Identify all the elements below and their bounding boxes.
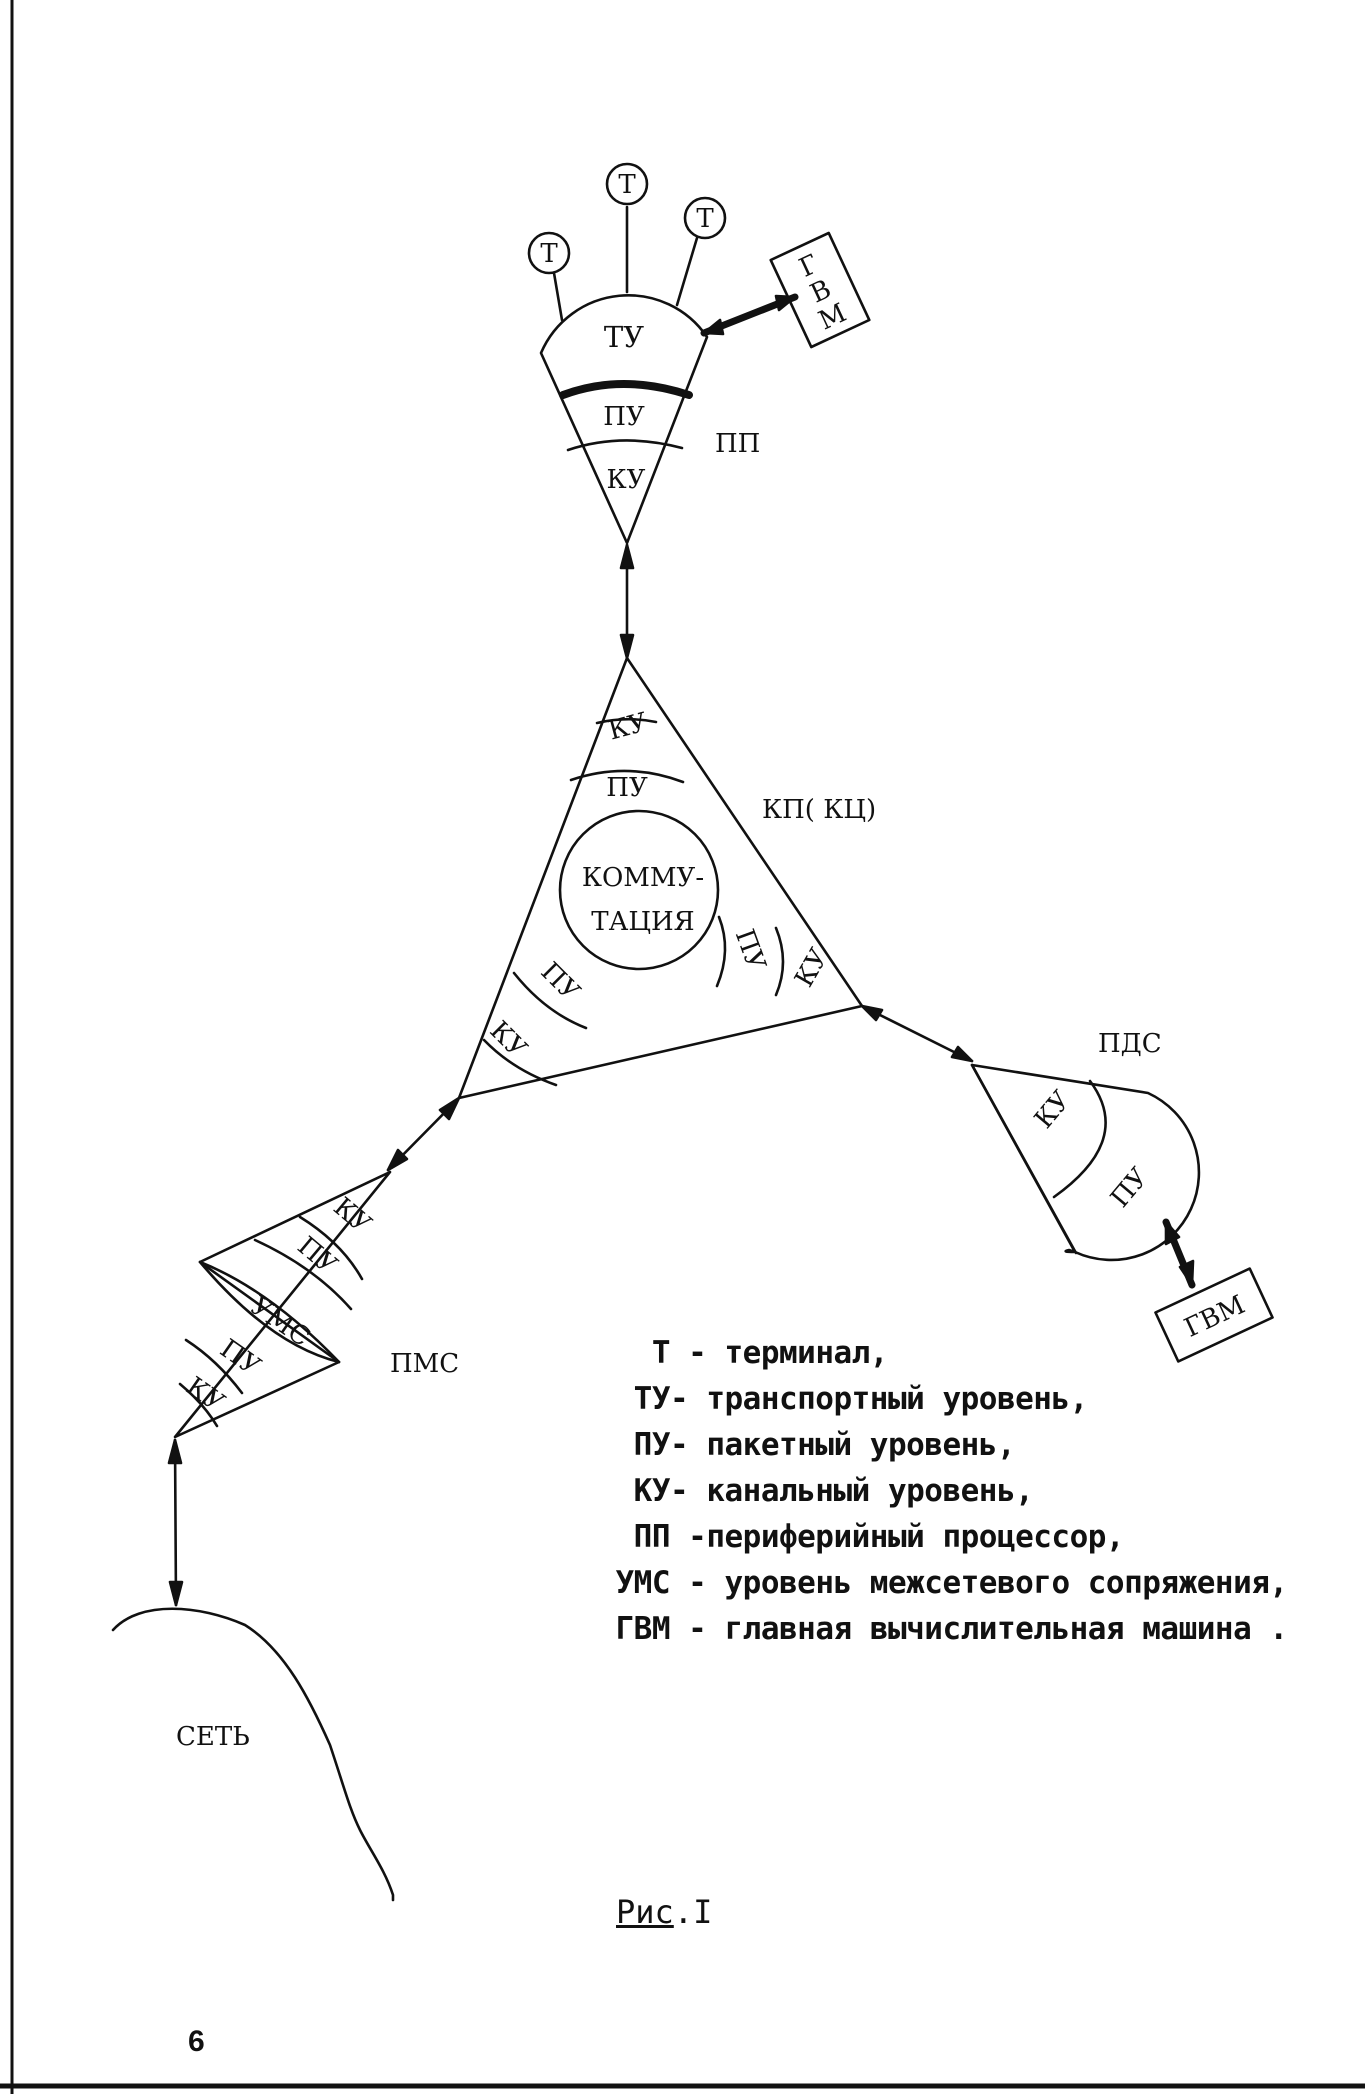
- caption-number: .I: [673, 1893, 713, 1931]
- switch-left-packet: ПУ: [534, 956, 586, 1008]
- switch-right-channel: КУ: [789, 943, 835, 993]
- pp-level-transport: ТУ: [603, 320, 645, 354]
- station-level-packet: ПУ: [1105, 1162, 1155, 1214]
- legend-key: ГВМ: [615, 1611, 670, 1647]
- legend-key: УМС: [615, 1565, 670, 1601]
- legend-text: канальный уровень,: [706, 1473, 1034, 1509]
- switch-level-channel: КУ: [605, 707, 651, 747]
- host-letter-3: М: [814, 297, 852, 337]
- switch-center-line2: ТАЦИЯ: [591, 907, 695, 937]
- station-level-channel: КУ: [1029, 1085, 1077, 1135]
- legend-row: [582, 1422, 1288, 1468]
- legend-key: ПП: [633, 1519, 670, 1555]
- figure-caption: [616, 1893, 712, 1931]
- gateway-name: ПМС: [390, 1349, 460, 1379]
- legend-separator: -: [670, 1335, 725, 1371]
- legend-text: терминал,: [724, 1335, 888, 1371]
- legend-key: ТУ: [633, 1381, 670, 1417]
- pp-level-packet: ПУ: [603, 402, 645, 432]
- legend-row: [582, 1376, 1288, 1422]
- station-host-label: ГВМ: [1179, 1289, 1250, 1344]
- station-name: ПДС: [1098, 1029, 1162, 1059]
- gateway-level-packet-top: ПУ: [291, 1231, 343, 1281]
- legend-separator: -: [670, 1427, 707, 1463]
- switch-name: КП( КЦ): [762, 795, 877, 825]
- legend-key: ПУ: [633, 1427, 670, 1463]
- switch-center-line1: КОММУ-: [581, 863, 705, 893]
- legend-key: КУ: [633, 1473, 670, 1509]
- gateway-level-channel-top: КУ: [327, 1192, 377, 1240]
- pp-level-channel: КУ: [606, 465, 646, 495]
- caption-label: Рис: [616, 1893, 674, 1931]
- network-label: СЕТЬ: [176, 1722, 250, 1752]
- terminal-label-2: Т: [618, 170, 636, 200]
- legend-row: [582, 1606, 1288, 1652]
- legend-text: транспортный уровень,: [706, 1381, 1088, 1417]
- gateway-level-packet-bottom: ПУ: [214, 1333, 266, 1383]
- legend-text: периферийный процессор,: [706, 1519, 1125, 1555]
- legend-key: Т: [651, 1335, 670, 1371]
- gateway-level-interwork: УМС: [244, 1290, 316, 1354]
- host-letter-2: В: [805, 274, 836, 310]
- legend-row: [582, 1560, 1288, 1606]
- legend-row: [582, 1330, 1288, 1376]
- legend-separator: -: [670, 1519, 707, 1555]
- legend-row: [582, 1468, 1288, 1514]
- legend-text: главная вычислительная машина .: [724, 1611, 1288, 1647]
- network-boundary: [113, 1609, 393, 1900]
- gateway-level-channel-bottom: КУ: [180, 1371, 230, 1419]
- legend-separator: -: [670, 1611, 725, 1647]
- switch-right-packet: ПУ: [728, 925, 772, 975]
- terminal-label-1: Т: [540, 239, 558, 269]
- page-number: 6: [188, 2025, 205, 2058]
- arrowhead-down: [621, 635, 633, 658]
- host-letter-1: Г: [794, 249, 824, 284]
- legend-text: пакетный уровень,: [706, 1427, 1016, 1463]
- legend-separator: -: [670, 1473, 707, 1509]
- legend-text: уровень межсетевого сопряжения,: [724, 1565, 1288, 1601]
- legend-separator: -: [670, 1381, 707, 1417]
- terminal-label-3: Т: [696, 204, 714, 234]
- pp-name: ПП: [715, 429, 761, 459]
- arrowhead-up: [621, 545, 633, 568]
- legend-separator: -: [670, 1565, 725, 1601]
- legend-row: [582, 1514, 1288, 1560]
- legend: [582, 1330, 1288, 1652]
- switch-left-channel: КУ: [483, 1015, 533, 1065]
- switch-level-packet: ПУ: [606, 773, 648, 803]
